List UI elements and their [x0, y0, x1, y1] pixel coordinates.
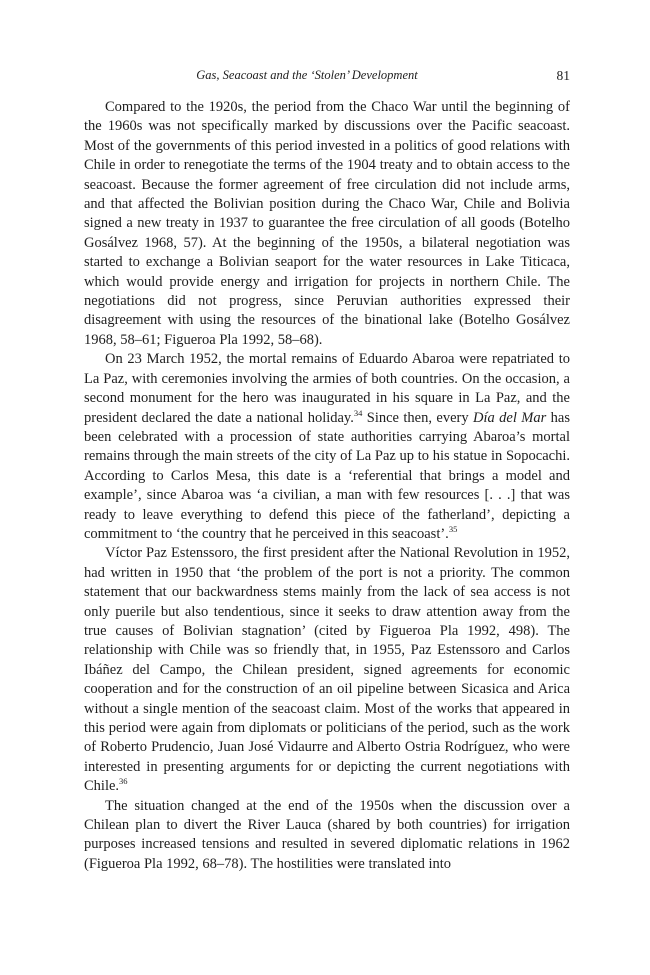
paragraph-river-lauca [84, 797, 570, 875]
paragraph-text: Since then, every [362, 409, 473, 426]
paragraph-text: The situation changed at the end of the 1950s when the discussion over a Chilean plan to divert the River Lauca (shared by both countries) for irrigation purposes increased tensions and resulted in severed diplomatic relations in 1962 (Figueroa Pla 1992, 68–78). The hostilities were translated into [84, 797, 570, 872]
paragraph-text: Compared to the 1920s, the period from the Chaco War until the beginning of the 1960s was not specifically marked by discussions over the Pacific seacoast. Most of the governments of this period invested in a politics of good relations with Chile in order to renegotiate the terms of the 1904 treaty and to obtain access to the seacoast. Because the former agreement of free circulation did not include arms, and that affected the Bolivian position during the Chaco War, Chile and Bolivia signed a new treaty in 1937 to guarantee the free circulation of all goods (Botelho Gosálvez 1968, 57). At the beginning of the 1950s, a bilateral negotiation was started to exchange a Bolivian seaport for the water resources in Lake Titicaca, which would provide energy and irrigation for projects in northern Chile. The negotiations did not progress, since Peruvian authorities expressed their disagreement with using the resources of the binational lake (Botelho Gosálvez 1968, 58–61; Figueroa Pla 1992, 58–68). [84, 99, 570, 348]
footnote-marker: 34 [353, 407, 363, 418]
running-head [84, 68, 570, 88]
paragraph-chaco-war-period [84, 98, 570, 350]
paragraph-abaroa-remains [84, 350, 570, 544]
paragraph-text: has been celebrated with a procession of state authorities carrying Abaroa’s mortal remains through the main streets of the city of La Paz up to his statue in Sopocachi. According to Carlos Mesa, this date is a ‘referential that brings a model and example’, since Abaroa was ‘a civilian, a man with few resources [. . .] that was ready to leave everything to defend this piece of the fatherland’, depicting a commitment to ‘the country that he perceived in this seacoast’. [84, 409, 570, 542]
paragraph-text: On 23 March 1952, the mortal remains of Eduardo Abaroa were repatriated to La Paz, with ceremonies involving the armies of both countries. On the occasion, a second monument for the hero was inaugurated in his square in La Paz, and the president declared the date a national holiday. [84, 351, 570, 426]
paragraph-paz-estenssoro [84, 544, 570, 796]
footnote-marker: 35 [448, 524, 458, 535]
footnote-marker: 36 [119, 776, 128, 787]
body-text [84, 98, 570, 874]
running-title: Gas, Seacoast and the ‘Stolen’ Development [196, 68, 418, 82]
italic-term: Día del Mar [473, 409, 547, 426]
page-number: 81 [556, 68, 570, 83]
paragraph-text: Víctor Paz Estenssoro, the first president after the National Revolution in 1952, had written in 1950 that ‘the problem of the port is not a priority. The common statement that our backwardness stems mainly from the lack of sea access is not only puerile but also tendentious, since it seeks to draw attention away from the true causes of Bolivian stagnation’ (cited by Figueroa Pla 1992, 498). The relationship with Chile was so friendly that, in 1955, Paz Estenssoro and Carlos Ibáñez del Campo, the Chilean president, signed agreements for economic cooperation and for the construction of an oil pipeline between Sicasica and Arica without a single mention of the seacoast claim. Most of the works that appeared in this period were again from diplomats or politicians of the period, such as the work of Roberto Prudencio, Juan José Vidaurre and Alberto Ostria Rodríguez, who were interested in presenting arguments for or depicting the current negotiations with Chile. [84, 545, 570, 795]
